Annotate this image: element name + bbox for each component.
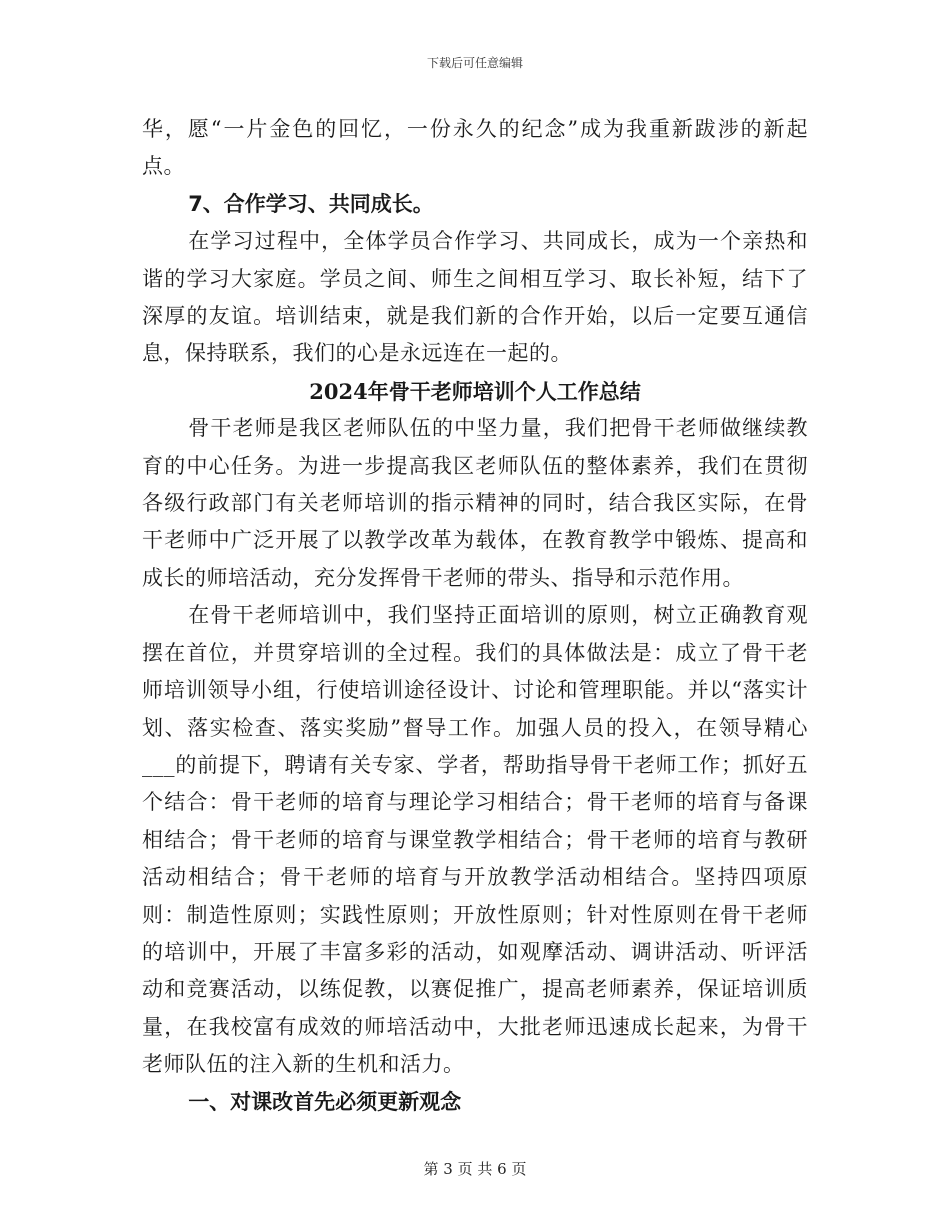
document-body	[142, 111, 808, 1121]
page-header: 下载后可任意编辑	[426, 56, 523, 70]
section-heading-7: 7、合作学习、共同成长。	[188, 191, 434, 216]
paragraph-method: 在骨干老师培训中，我们坚持正面培训的原则，树立正确教育观摆在首位，并贯穿培训的全过程。我们的具体做法是：成立了骨干老师培训领导小组，行使培训途径设计、讨论和管理职能。并以“落实计划、落实检查、落实奖励”督导工作。加强人员的投入，在领导精心___的前提下，聘请有关专家、学者，帮助指导骨干老师工作；抓好五个结合：骨干老师的培育与理论学习相结合；骨干老师的培育与备课相结合；骨干老师的培育与课堂教学相结合；骨干老师的培育与教研活动相结合；骨干老师的培育与开放教学活动相结合。坚持四项原则：制造性原则；实践性原则；开放性原则；针对性原则在骨干老师的培训中，开展了丰富多彩的活动，如观摩活动、调讲活动、听评活动和竞赛活动，以练促教，以赛促推广，提高老师素养，保证培训质量，在我校富有成效的师培活动中，大批老师迅速成长起来，为骨干老师队伍的注入新的生机和活力。	[142, 603, 808, 1077]
section-heading-1: 一、对课改首先必须更新观念	[188, 1089, 462, 1114]
document-title: 2024年骨干老师培训个人工作总结	[309, 378, 641, 404]
page-footer: 第 3 页 共 6 页	[423, 1160, 527, 1178]
paragraph-intro: 骨干老师是我区老师队伍的中坚力量，我们把骨干老师做继续教育的中心任务。为进一步提高我区老师队伍的整体素养，我们在贯彻各级行政部门有关老师培训的指示精神的同时，结合我区实际，在骨干老师中广泛开展了以教学改革为载体，在教育教学中锻炼、提高和成长的师培活动，充分发挥骨干老师的带头、指导和示范作用。	[142, 416, 808, 590]
paragraph-cooperation: 在学习过程中，全体学员合作学习、共同成长，成为一个亲热和谐的学习大家庭。学员之间、师生之间相互学习、取长补短，结下了深厚的友谊。培训结束，就是我们新的合作开始，以后一定要互通信息，保持联系，我们的心是永远连在一起的。	[142, 229, 808, 366]
paragraph-continuation: 华，愿“一片金色的回忆，一份永久的纪念”成为我重新跋涉的新起点。	[142, 117, 808, 179]
